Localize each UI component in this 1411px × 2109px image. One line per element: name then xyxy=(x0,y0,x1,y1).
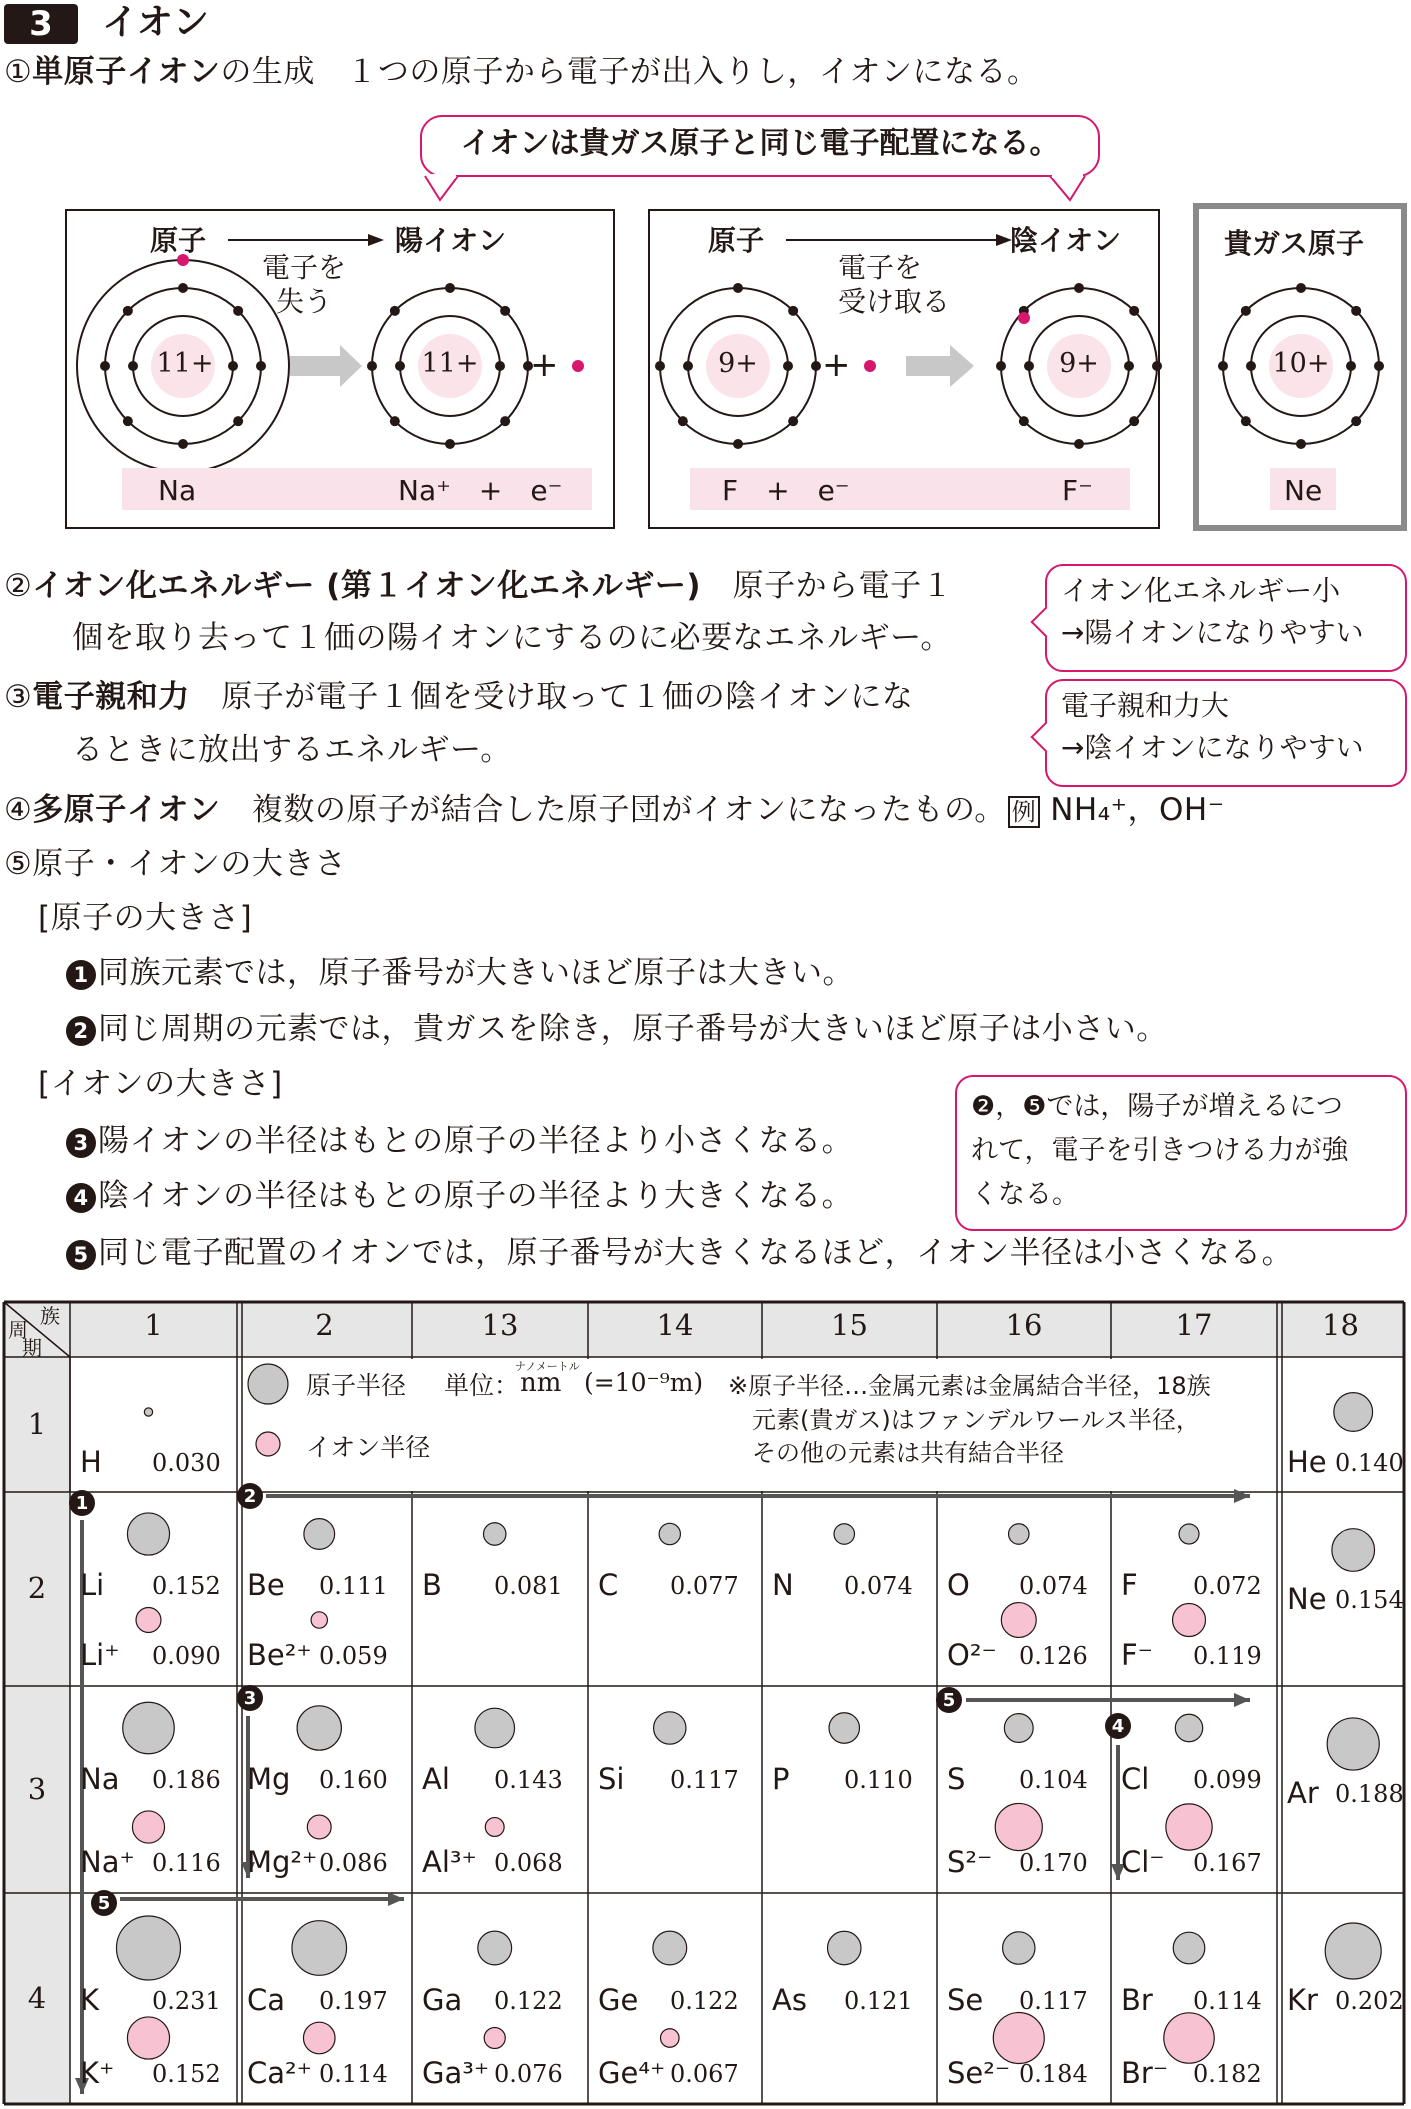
corner-period-2: 期 xyxy=(22,1336,42,1360)
group-header: 14 xyxy=(656,1308,694,1342)
ion-radius-circle xyxy=(132,1811,164,1843)
atom-radius-circle xyxy=(659,1523,680,1544)
atomic-radius-value: 0.121 xyxy=(844,1987,913,2015)
atom-radius-circle xyxy=(653,1931,687,1965)
callout-affinity: 電子親和力大 →陰イオンになりやすい xyxy=(1045,679,1407,787)
item4: ④多原子イオン 複数の原子が結合した原子団がイオンになったもの。 例 NH₄⁺，OH⁻ xyxy=(4,792,1225,828)
example-mark: 例 xyxy=(1008,796,1041,828)
element-symbol: N xyxy=(772,1568,794,1602)
item2-term: イオン化エネルギー (第１イオン化エネルギー) xyxy=(32,568,702,604)
group-header: 16 xyxy=(1005,1308,1043,1342)
element-symbol: O xyxy=(947,1568,970,1602)
item2-line2: 個を取り去って１価の陽イオンにするのに必要なエネルギー。 xyxy=(72,620,952,656)
trend-marker-1-label: 1 xyxy=(75,1493,89,1514)
legend-unit-label: 単位： xyxy=(444,1371,520,1400)
ion-radius-circle xyxy=(1164,2013,1214,2063)
ionic-radius-value: 0.184 xyxy=(1019,2060,1088,2088)
atom-radius-circle xyxy=(1004,1714,1033,1743)
atom-radius-circle xyxy=(654,1712,686,1744)
item4-term: 多原子イオン xyxy=(32,792,221,828)
ion-symbol: Se²⁻ xyxy=(947,2056,1011,2090)
legend-unit-ruby: ナノメートル xyxy=(515,1360,580,1373)
f-nucleus-2: 9+ xyxy=(1059,348,1099,379)
atom-radius-circle xyxy=(292,1921,347,1976)
legend-unit-conv: (=10⁻⁹m) xyxy=(584,1368,704,1397)
atom-radius-circle xyxy=(475,1708,515,1748)
ne-nucleus: 10+ xyxy=(1272,348,1330,379)
item3-line2: るときに放出するエネルギー。 xyxy=(72,732,512,768)
element-symbol: Br xyxy=(1121,1983,1153,2017)
atomic-radius-value: 0.072 xyxy=(1193,1572,1262,1600)
element-symbol: B xyxy=(422,1568,442,1602)
atom-radius-circle xyxy=(1179,1524,1199,1544)
ion-radius-circle xyxy=(136,1608,161,1633)
atomic-radius-value: 0.030 xyxy=(152,1449,221,1477)
legend-note-2: 元素(貴ガス)はファンデルワールス半径， xyxy=(752,1406,1200,1434)
f-eq-left: F + e⁻ xyxy=(722,474,850,507)
ion-radius-circle xyxy=(307,1815,331,1839)
ion-symbol: Na⁺ xyxy=(80,1845,135,1879)
atomic-radius-value: 0.140 xyxy=(1335,1449,1404,1477)
section-number: 3 xyxy=(29,4,53,44)
rule4: 4 陰イオンの半径はもとの原子の半径より大きくなる。 xyxy=(66,1176,853,1216)
ion-radius-circle xyxy=(1173,1604,1206,1637)
atom-radius-circle xyxy=(834,1524,855,1545)
element-symbol: Mg xyxy=(247,1762,291,1796)
atom-radius-circle xyxy=(1175,1714,1202,1741)
element-symbol: Ne xyxy=(1287,1582,1327,1616)
group-header: 1 xyxy=(144,1308,163,1342)
ion-symbol: Ge⁴⁺ xyxy=(598,2056,666,2090)
atom-radius-circle xyxy=(1009,1524,1030,1545)
marker-3: 3 xyxy=(66,1128,96,1158)
element-symbol: Si xyxy=(598,1762,625,1796)
atom-radius-circle xyxy=(1332,1529,1375,1572)
ion-radius-circle xyxy=(1166,1804,1212,1850)
ionic-radius-value: 0.152 xyxy=(152,2060,221,2088)
ion-symbol: Ga³⁺ xyxy=(422,2056,490,2090)
trend-marker-4-label: 4 xyxy=(1111,1716,1125,1737)
ne-label: 貴ガス原子 xyxy=(1224,227,1365,260)
item3-term: 電子親和力 xyxy=(32,679,190,715)
na-cation-label: 陽イオン xyxy=(395,224,507,257)
ion-radius-circle xyxy=(303,2022,335,2054)
ionic-radius-value: 0.114 xyxy=(319,2060,388,2088)
atomic-radius-value: 0.111 xyxy=(319,1572,388,1600)
ion-radius-circle xyxy=(311,1612,327,1628)
f-atom-label: 原子 xyxy=(708,224,765,257)
atomic-radius-value: 0.152 xyxy=(152,1572,221,1600)
element-symbol: S xyxy=(947,1762,966,1796)
atom-radius-circle xyxy=(144,1408,152,1416)
ion-symbol: Cl⁻ xyxy=(1121,1845,1165,1879)
marker-1: 1 xyxy=(66,960,96,990)
atom-radius-circle xyxy=(297,1706,341,1750)
atomic-radius-value: 0.188 xyxy=(1335,1780,1404,1808)
na-arrow-text-1: 電子を xyxy=(262,251,347,284)
element-symbol: Be xyxy=(247,1568,285,1602)
element-symbol: Ar xyxy=(1287,1776,1319,1810)
ionic-radius-value: 0.182 xyxy=(1193,2060,1262,2088)
atomic-radius-value: 0.197 xyxy=(319,1987,388,2015)
ion-symbol: K⁺ xyxy=(80,2056,115,2090)
trend-marker-3-label: 3 xyxy=(243,1688,257,1709)
banner-text: イオンは貴ガス原子と同じ電子配置になる。 xyxy=(460,126,1060,161)
atomic-radius-value: 0.077 xyxy=(670,1572,739,1600)
atom-radius-circle xyxy=(1003,1932,1035,1964)
group-header: 2 xyxy=(315,1308,334,1342)
group-header: 18 xyxy=(1322,1308,1359,1342)
element-symbol: Ca xyxy=(247,1983,286,2017)
ionic-radius-value: 0.119 xyxy=(1193,1642,1262,1670)
ion-radius-circle xyxy=(484,2027,505,2048)
callout-proton: ❷，❺では，陽子が増えるにつ れて，電子を引きつける力が強 くなる。 xyxy=(955,1075,1407,1231)
ion-symbol: Ca²⁺ xyxy=(247,2056,312,2090)
item2: ②イオン化エネルギー (第１イオン化エネルギー) 原子から電子１ xyxy=(4,568,954,604)
marker-2: 2 xyxy=(66,1016,96,1046)
element-symbol: Ga xyxy=(422,1983,463,2017)
section-title: イオン xyxy=(102,2,209,43)
item5: ⑤原子・イオンの大きさ xyxy=(4,846,347,882)
legend-atom-circle xyxy=(248,1364,288,1404)
ion-symbol: O²⁻ xyxy=(947,1638,997,1672)
group-header: 17 xyxy=(1175,1308,1213,1342)
atom-radius-circle xyxy=(483,1523,505,1545)
atomic-radius-value: 0.110 xyxy=(844,1766,913,1794)
legend-note-1: ※原子半径…金属元素は金属結合半径，18族 xyxy=(728,1372,1211,1400)
ne-eq: Ne xyxy=(1284,474,1323,507)
atomic-radius-value: 0.074 xyxy=(1019,1572,1088,1600)
item1-rest: の生成 １つの原子から電子が出入りし，イオンになる。 xyxy=(220,54,1039,90)
rule2: 2 同じ周期の元素では，貴ガスを除き，原子番号が大きいほど原子は小さい。 xyxy=(66,1009,1168,1049)
element-symbol: Kr xyxy=(1287,1983,1318,2017)
ion-radius-circle xyxy=(660,2029,679,2048)
f-anion-label: 陰イオン xyxy=(1010,224,1122,257)
atom-radius-circle xyxy=(127,1513,169,1555)
ion-radius-circle xyxy=(1001,1603,1036,1638)
ion-radius-circle xyxy=(995,1803,1042,1850)
item1-lead: ① xyxy=(4,54,33,90)
marker-5: 5 xyxy=(66,1240,96,1270)
marker-4: 4 xyxy=(66,1183,96,1213)
group-header: 13 xyxy=(481,1308,519,1342)
atomic-radius-value: 0.160 xyxy=(319,1766,388,1794)
atom-radius-circle xyxy=(116,1916,180,1980)
atom-radius-circle xyxy=(829,1713,859,1743)
trend-marker-5-p3-label: 5 xyxy=(942,1690,956,1711)
trend-marker-2-label: 2 xyxy=(243,1486,257,1507)
corner-group: 族 xyxy=(40,1304,60,1328)
f-eq-right: F⁻ xyxy=(1062,474,1093,507)
element-symbol: He xyxy=(1287,1445,1327,1479)
ionic-radius-value: 0.170 xyxy=(1019,1849,1088,1877)
group-header: 15 xyxy=(831,1308,868,1342)
na-plus: + xyxy=(530,345,559,385)
rule3: 3 陽イオンの半径はもとの原子の半径より小さくなる。 xyxy=(66,1121,853,1161)
ion-symbol: Br⁻ xyxy=(1121,2056,1169,2090)
corner-period-1: 周 xyxy=(8,1318,28,1342)
item3: ③電子親和力 原子が電子１個を受け取って１価の陰イオンにな xyxy=(4,679,914,715)
trend-marker-5-p4-label: 5 xyxy=(97,1893,111,1914)
ionic-radius-value: 0.126 xyxy=(1019,1642,1088,1670)
atomic-radius-value: 0.122 xyxy=(670,1987,739,2015)
ionic-radius-value: 0.116 xyxy=(152,1849,221,1877)
element-symbol: F xyxy=(1121,1568,1138,1602)
period-header: 4 xyxy=(27,1980,47,2015)
element-symbol: C xyxy=(598,1568,619,1602)
ionic-radius-value: 0.068 xyxy=(494,1849,563,1877)
atomic-radius-value: 0.074 xyxy=(844,1572,913,1600)
atom-radius-circle xyxy=(123,1702,175,1754)
ionic-radius-value: 0.086 xyxy=(319,1849,388,1877)
legend-ion-circle xyxy=(256,1432,280,1456)
na-eq-right: Na⁺ + e⁻ xyxy=(398,474,563,507)
atomic-radius-value: 0.202 xyxy=(1335,1987,1404,2015)
atom-radius-circle xyxy=(1173,1932,1205,1964)
element-symbol: H xyxy=(80,1445,102,1479)
element-symbol: As xyxy=(772,1983,807,2017)
na-atom-label: 原子 xyxy=(150,224,207,257)
ion-radius-circle xyxy=(127,2017,169,2059)
period-header: 2 xyxy=(27,1571,47,1605)
callout-ionization: イオン化エネルギー小 →陽イオンになりやすい xyxy=(1045,564,1407,672)
atom-radius-circle xyxy=(1325,1923,1381,1979)
rule5: 5 同じ電子配置のイオンでは，原子番号が大きくなるほど，イオン半径は小さくなる。 xyxy=(66,1233,1293,1273)
atomic-radius-value: 0.231 xyxy=(152,1987,221,2015)
atom-radius-circle xyxy=(478,1931,512,1965)
ion-symbol: Al³⁺ xyxy=(422,1845,477,1879)
element-symbol: Se xyxy=(947,1983,984,2017)
ion-symbol: Mg²⁺ xyxy=(247,1845,318,1879)
ion-symbol: Be²⁺ xyxy=(247,1638,312,1672)
ionic-radius-value: 0.167 xyxy=(1193,1849,1262,1877)
ion-symbol: F⁻ xyxy=(1121,1638,1153,1672)
ionic-radius-value: 0.076 xyxy=(494,2060,563,2088)
f-plus: + xyxy=(822,345,851,385)
na-eq-left: Na xyxy=(158,474,197,507)
rule1: 1 同族元素では，原子番号が大きいほど原子は大きい。 xyxy=(66,953,854,993)
atomic-radius-value: 0.099 xyxy=(1193,1766,1262,1794)
ion-size-heading: [イオンの大きさ] xyxy=(38,1066,283,1102)
ion-symbol: S²⁻ xyxy=(947,1845,993,1879)
element-symbol: K xyxy=(80,1983,100,2017)
atom-size-heading: [原子の大きさ] xyxy=(38,900,253,936)
legend-unit: nm xyxy=(520,1368,562,1398)
element-symbol: Cl xyxy=(1121,1762,1150,1796)
ion-symbol: Li⁺ xyxy=(80,1638,120,1672)
na-nucleus-2: 11+ xyxy=(421,348,479,379)
period-header: 3 xyxy=(27,1771,47,1806)
atomic-radius-value: 0.117 xyxy=(670,1766,739,1794)
ionic-radius-value: 0.067 xyxy=(670,2060,739,2088)
atomic-radius-value: 0.154 xyxy=(1335,1586,1404,1614)
ionic-radius-value: 0.059 xyxy=(319,1642,388,1670)
ion-radius-circle xyxy=(485,1818,504,1837)
na-arrow-text-2: 失う xyxy=(276,285,333,318)
period-header: 1 xyxy=(27,1406,47,1441)
atomic-radius-value: 0.117 xyxy=(1019,1987,1088,2015)
atom-radius-circle xyxy=(827,1931,861,1965)
atom-radius-circle xyxy=(1327,1718,1379,1770)
f-nucleus-1: 9+ xyxy=(718,348,758,379)
atomic-radius-value: 0.081 xyxy=(494,1572,563,1600)
atomic-radius-value: 0.114 xyxy=(1193,1987,1262,2015)
atom-radius-circle xyxy=(304,1519,335,1550)
item4-example: NH₄⁺，OH⁻ xyxy=(1050,792,1225,828)
element-symbol: Ge xyxy=(598,1983,639,2017)
atomic-radius-value: 0.186 xyxy=(152,1766,221,1794)
element-symbol: P xyxy=(772,1762,790,1796)
legend-ion: イオン半径 xyxy=(306,1433,431,1462)
na-nucleus-1: 11+ xyxy=(156,348,214,379)
element-symbol: Na xyxy=(80,1762,120,1796)
atom-radius-circle xyxy=(1334,1393,1373,1432)
legend-note-3: その他の元素は共有結合半径 xyxy=(752,1439,1064,1467)
f-arrow-text-1: 電子を xyxy=(838,251,923,284)
item1-term: 単原子イオン xyxy=(32,54,221,90)
f-arrow-text-2: 受け取る xyxy=(838,285,951,318)
ionic-radius-value: 0.090 xyxy=(152,1642,221,1670)
legend-atom: 原子半径 xyxy=(306,1371,407,1400)
element-symbol: Li xyxy=(80,1568,105,1602)
atomic-radius-value: 0.104 xyxy=(1019,1766,1088,1794)
atomic-radius-value: 0.122 xyxy=(494,1987,563,2015)
atomic-radius-value: 0.143 xyxy=(494,1766,563,1794)
element-symbol: Al xyxy=(422,1762,450,1796)
